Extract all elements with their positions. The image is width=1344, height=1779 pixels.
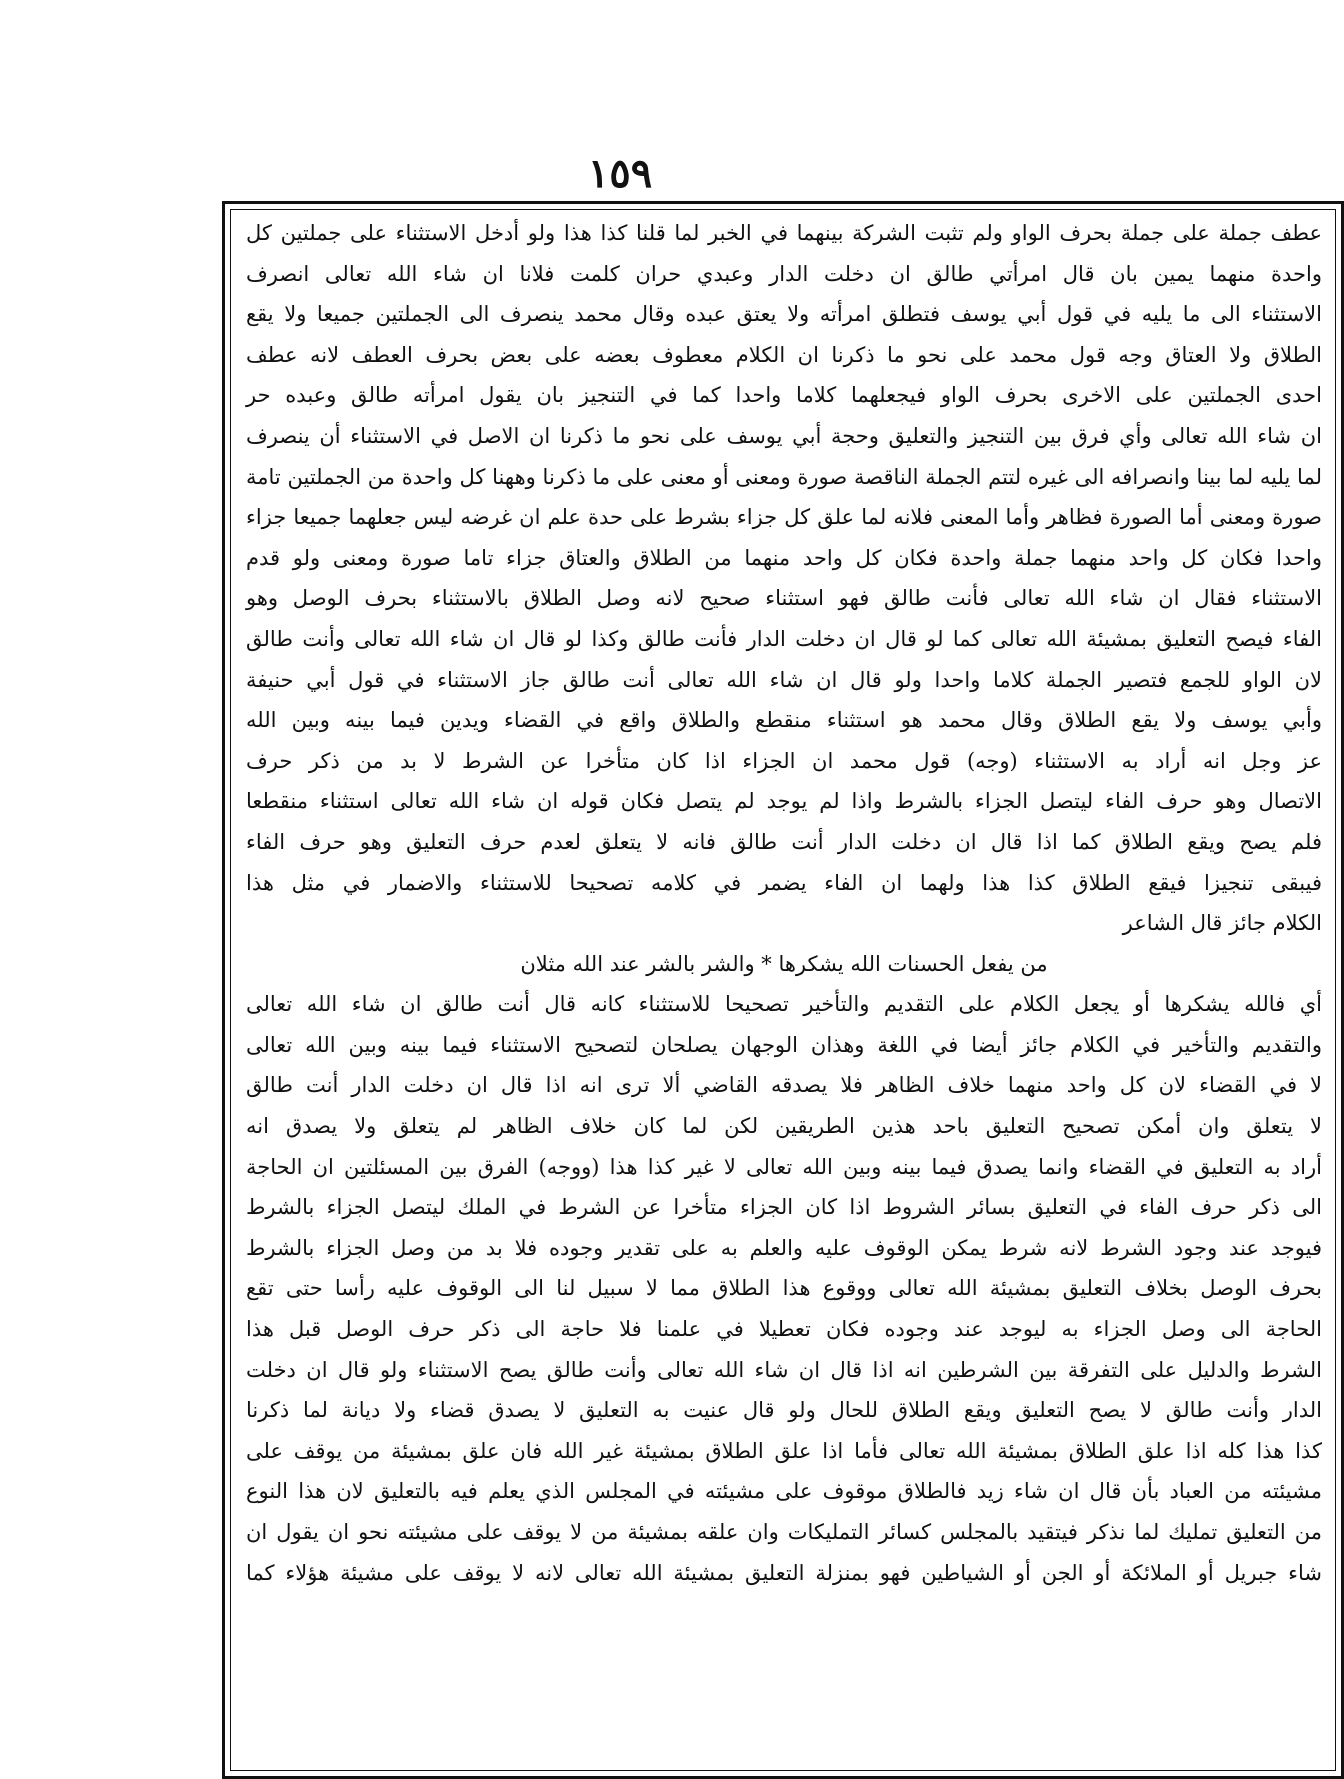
text-line: شاء جبريل أو الملائكة أو الجن أو الشياطين فهو بمنزلة التعليق بمشيئة الله تعالى لانه لا يوقف على مشيئة هؤلاء كما xyxy=(246,1560,1322,1585)
text-line: الاستثناء الى ما يليه في قول أبي يوسف فتطلق امرأته ولا يعتق عبده وقال محمد ينصرف الى الجملتين جميعا ولا يقع xyxy=(246,302,1322,327)
text-line: فيبقى تنجيزا فيقع الطلاق كذا هذا ولهما ان الفاء يضمر في كلامه تصحيحا للاستثناء والاضمار في مثل هذا xyxy=(246,870,1322,895)
text-line: كذا هذا كله اذا علق الطلاق بمشيئة الله تعالى فأما اذا علق الطلاق بمشيئة غير الله فان علق بمشيئة من يوقف على xyxy=(246,1438,1322,1463)
text-line: الاتصال وهو حرف الفاء ليتصل الجزاء بالشرط واذا لم يوجد لم يتصل فكان قوله ان شاء الله تعالى استثناء منقطعا xyxy=(246,789,1322,814)
text-line: الحاجة الى وصل الجزاء به ليوجد عند وجوده فكان تعطيلا في علمنا فلا حاجة الى ذكر حرف الوصل قبل هذا xyxy=(246,1317,1322,1342)
text-line: من التعليق تمليك لما نذكر فيتقيد بالمجلس كسائر التمليكات وان علقه بمشيئة من لا يوقف على مشيئته نحو ان يقول ان xyxy=(246,1520,1322,1544)
text-line: الفاء فيصح التعليق بمشيئة الله تعالى كما لو قال ان دخلت الدار فأنت طالق وكذا لو قال ان شاء الله تعالى وأنت طالق xyxy=(246,626,1322,651)
text-line: مشيئته من العباد بأن قال ان شاء زيد فالطلاق موقوف على مشيئته في المجلس الذي يعلم فيه بالتعليق لان هذا النوع xyxy=(246,1479,1322,1504)
text-line: والتقديم والتأخير في الكلام جائز أيضا في اللغة وهذان الوجهان يصلحان لتصحيح الاستثناء فيما بينه وبين الله تعالى xyxy=(246,1032,1322,1057)
poetry-verse: من يفعل الحسنات الله يشكرها * والشر بالشر عند الله مثلان xyxy=(520,951,1048,976)
text-line: لان الواو للجمع فتصير الجملة كلاما واحدا ولو قال ان شاء الله تعالى أنت طالق جاز الاستثناء في قول أبي حنيفة xyxy=(246,667,1322,692)
text-line: بحرف الوصل بخلاف التعليق بمشيئة الله تعالى ووقوع هذا الطلاق مما لا سبيل لنا الى الوقوف عليه رأسا حتى تقع xyxy=(246,1276,1322,1301)
text-line: فلم يصح ويقع الطلاق كما اذا قال ان دخلت الدار أنت طالق فانه لا يتعلق لعدم حرف التعليق وهو حرف الفاء xyxy=(246,829,1322,854)
text-line: أي فالله يشكرها أو يجعل الكلام على التقديم والتأخير تصحيحا للاستثناء كانه قال أنت طالق ان شاء الله تعالى xyxy=(246,992,1322,1017)
text-line: لا في القضاء لان كل واحد منهما خلاف الظاهر فلا يصدقه القاضي ألا ترى انه اذا قال ان دخلت الدار أنت طالق xyxy=(246,1073,1322,1098)
text-line: ان شاء الله تعالى وأي فرق بين التنجيز والتعليق وحجة أبي يوسف على نحو ما ذكرنا ان الاصل في الاستثناء أن ينصرف xyxy=(246,423,1322,448)
text-line: صورة ومعنى أما الصورة فظاهر وأما المعنى فلانه لما علق كل جزاء بشرط على حدة علم ان غرضه ليس جعلهما جميعا جزاء xyxy=(246,505,1322,530)
text-line: احدى الجملتين على الاخرى بحرف الواو فيجعلهما كلاما واحدا كما في التنجيز بان يقول امرأته طالق وعبده حر xyxy=(246,383,1322,408)
page-number: ١٥٩ xyxy=(587,150,653,197)
text-line: أراد به التعليق في القضاء وانما يصدق فيما بينه وبين الله تعالى لا غير كذا هذا (ووجه) الفرق بين المسئلتين ان الحاجة xyxy=(246,1154,1322,1179)
text-line: عز وجل انه أراد به الاستثناء (وجه) قول محمد ان الجزاء اذا كان متأخرا عن الشرط لا بد من ذكر حرف xyxy=(246,748,1322,773)
text-line: فيوجد عند وجود الشرط لانه شرط يمكن الوقوف عليه والعلم به على تقدير وجوده فلا بد من وصل الجزاء بالشرط xyxy=(246,1235,1322,1260)
text-line: الى ذكر حرف الفاء في التعليق بسائر الشروط اذا كان الجزاء متأخرا عن الشرط في الملك ليتصل الجزاء بالشرط xyxy=(246,1195,1322,1220)
body-text xyxy=(246,213,1322,1593)
text-line: عطف جملة على جملة بحرف الواو ولم تثبت الشركة بينهما في الخبر لما قلنا كذا هذا ولو أدخل الاستثناء على جملتين كل xyxy=(246,221,1322,245)
text-line: وأبي يوسف ولا يقع الطلاق وقال محمد هو استثناء منقطع والطلاق واقع في القضاء ويدين فيما بينه وبين الله xyxy=(246,708,1322,733)
text-line: لا يتعلق وان أمكن تصحيح التعليق باحد هذين الطريقين لكن لما كان خلاف الظاهر لم يتعلق ولا يصدق انه xyxy=(246,1114,1322,1139)
text-line: الاستثناء فقال ان شاء الله تعالى فأنت طالق فهو استثناء صحيح لانه وصل الطلاق بالاستثناء بحرف الوصل وهو xyxy=(246,586,1322,611)
text-line: الكلام جائز قال الشاعر xyxy=(1122,911,1322,936)
text-line: واحدة منهما يمين بان قال امرأتي طالق ان دخلت الدار وعبدي حران كلمت فلانا ان شاء الله تعالى انصرف xyxy=(246,261,1322,286)
text-line: واحدا فكان كل واحد منهما جملة واحدة فكان كل واحد منهما من الطلاق والعتاق جزاء تاما صورة ومعنى ولو قدم xyxy=(246,545,1322,570)
text-line: لما يليه لما بينا وانصرافه الى غيره لتتم الجملة الناقصة صورة ومعنى أو معنى على ما ذكرنا وههنا كل واحدة من الجملتين تامة xyxy=(246,464,1322,489)
text-line: الشرط والدليل على التفرقة بين الشرطين انه اذا قال ان شاء الله تعالى وأنت طالق يصح الاستثناء ولو قال ان دخلت xyxy=(246,1357,1322,1382)
text-line: الطلاق ولا العتاق وجه قول محمد على نحو ما ذكرنا ان الكلام معطوف بعضه على بعض بحرف العطف لانه عطف xyxy=(246,342,1322,367)
text-line: الدار وأنت طالق لا يصح التعليق ويقع الطلاق للحال ولو قال عنيت به التعليق لا يصدق قضاء ولا ديانة لما ذكرنا xyxy=(246,1398,1322,1423)
